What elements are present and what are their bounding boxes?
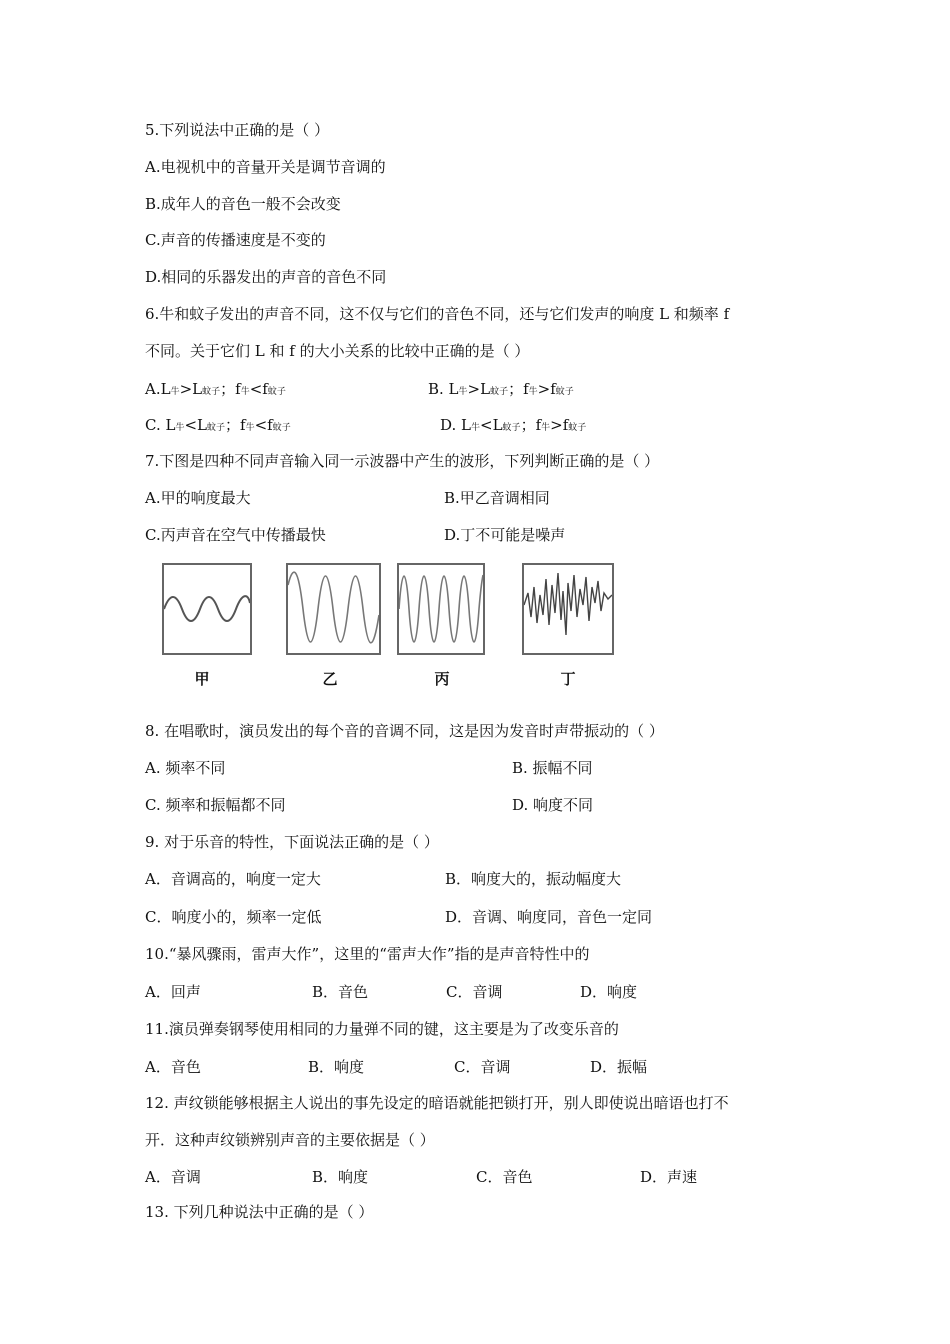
- q12-stem-line2: 开．这种声纹锁辨别声音的主要依据是（ ）: [145, 1131, 435, 1149]
- waveform-label-ding: 丁: [560, 670, 576, 688]
- waveform-jia: [162, 563, 252, 655]
- q6-stem-line1: 6.牛和蚊子发出的声音不同，这不仅与它们的音色不同，还与它们发声的响度 L 和频率 f: [145, 305, 730, 323]
- q11-option-b: B．响度: [308, 1058, 365, 1076]
- waveform-label-bing: 丙: [434, 670, 450, 688]
- q6-option-c: C. L牛<L蚊子；f牛<f蚊子: [145, 416, 291, 434]
- q7-option-b: B.甲乙音调相同: [444, 489, 550, 507]
- subscript-mosquito: 蚊子: [207, 423, 226, 433]
- q12-option-d: D．声速: [640, 1168, 698, 1186]
- q11-option-d: D．振幅: [590, 1058, 648, 1076]
- q9-stem: 9. 对于乐音的特性，下面说法正确的是（ ）: [145, 833, 439, 851]
- subscript-mosquito: 蚊子: [555, 387, 574, 397]
- q5-option-d: D.相同的乐器发出的声音的音色不同: [145, 268, 387, 286]
- q10-option-b: B．音色: [312, 983, 369, 1001]
- subscript-mosquito: 蚊子: [490, 387, 509, 397]
- q7-option-d: D.丁不可能是噪声: [444, 526, 566, 544]
- q12-stem-line1: 12. 声纹锁能够根据主人说出的事先设定的暗语就能把锁打开，别人即使说出暗语也打不: [145, 1094, 729, 1112]
- q5-option-a: A.电视机中的音量开关是调节音调的: [145, 158, 386, 176]
- q6-option-d: D. L牛<L蚊子；f牛>f蚊子: [440, 416, 587, 434]
- q7-option-a: A.甲的响度最大: [145, 489, 251, 507]
- subscript-ox: 牛: [541, 423, 551, 433]
- q10-option-c: C．音调: [446, 983, 503, 1001]
- q10-option-a: A．回声: [145, 983, 201, 1001]
- waveform-ding: [522, 563, 614, 655]
- waveform-figure: [160, 563, 630, 693]
- q8-option-d: D. 响度不同: [512, 796, 594, 814]
- q12-option-b: B．响度: [312, 1168, 369, 1186]
- subscript-mosquito: 蚊子: [267, 387, 286, 397]
- subscript-ox: 牛: [471, 423, 481, 433]
- q13-stem: 13. 下列几种说法中正确的是（ ）: [145, 1203, 374, 1221]
- subscript-mosquito: 蚊子: [272, 423, 291, 433]
- q9-option-c: C．响度小的，频率一定低: [145, 908, 322, 926]
- subscript-ox: 牛: [170, 387, 180, 397]
- q11-stem: 11.演员弹奏钢琴使用相同的力量弹不同的键，这主要是为了改变乐音的: [145, 1020, 619, 1038]
- q6-stem-line2: 不同。关于它们 L 和 f 的大小关系的比较中正确的是（ ）: [145, 342, 530, 360]
- q5-option-b: B.成年人的音色一般不会改变: [145, 195, 341, 213]
- q8-stem: 8. 在唱歌时，演员发出的每个音的音调不同，这是因为发音时声带振动的（ ）: [145, 722, 664, 740]
- q8-option-c: C. 频率和振幅都不同: [145, 796, 286, 814]
- q11-option-a: A．音色: [145, 1058, 201, 1076]
- q12-option-c: C．音色: [476, 1168, 533, 1186]
- q9-option-b: B．响度大的，振动幅度大: [445, 870, 622, 888]
- q11-option-c: C．音调: [454, 1058, 511, 1076]
- waveform-yi: [286, 563, 381, 655]
- q6-option-b: B. L牛>L蚊子；f牛>f蚊子: [428, 380, 574, 398]
- q12-option-a: A．音调: [145, 1168, 201, 1186]
- subscript-mosquito: 蚊子: [568, 423, 587, 433]
- subscript-ox: 牛: [245, 423, 255, 433]
- subscript-ox: 牛: [528, 387, 538, 397]
- subscript-ox: 牛: [458, 387, 468, 397]
- q8-option-a: A. 频率不同: [145, 759, 226, 777]
- subscript-mosquito: 蚊子: [502, 423, 521, 433]
- q8-option-b: B. 振幅不同: [512, 759, 593, 777]
- waveform-label-yi: 乙: [322, 670, 338, 688]
- q6-option-a: A.L牛>L蚊子；f牛<f蚊子: [145, 380, 286, 398]
- q10-option-d: D．响度: [580, 983, 638, 1001]
- subscript-ox: 牛: [175, 423, 185, 433]
- subscript-ox: 牛: [240, 387, 250, 397]
- q9-option-a: A．音调高的，响度一定大: [145, 870, 321, 888]
- subscript-mosquito: 蚊子: [202, 387, 221, 397]
- waveform-label-jia: 甲: [194, 670, 210, 688]
- q10-stem: 10.“暴风骤雨，雷声大作”，这里的“雷声大作”指的是声音特性中的: [145, 945, 590, 963]
- q5-stem: 5.下列说法中正确的是（ ）: [145, 121, 330, 139]
- waveform-bing: [397, 563, 485, 655]
- q5-option-c: C.声音的传播速度是不变的: [145, 231, 326, 249]
- q7-option-c: C.丙声音在空气中传播最快: [145, 526, 326, 544]
- q7-stem: 7.下图是四种不同声音输入同一示波器中产生的波形，下列判断正确的是（ ）: [145, 452, 660, 470]
- q9-option-d: D．音调、响度同，音色一定同: [445, 908, 653, 926]
